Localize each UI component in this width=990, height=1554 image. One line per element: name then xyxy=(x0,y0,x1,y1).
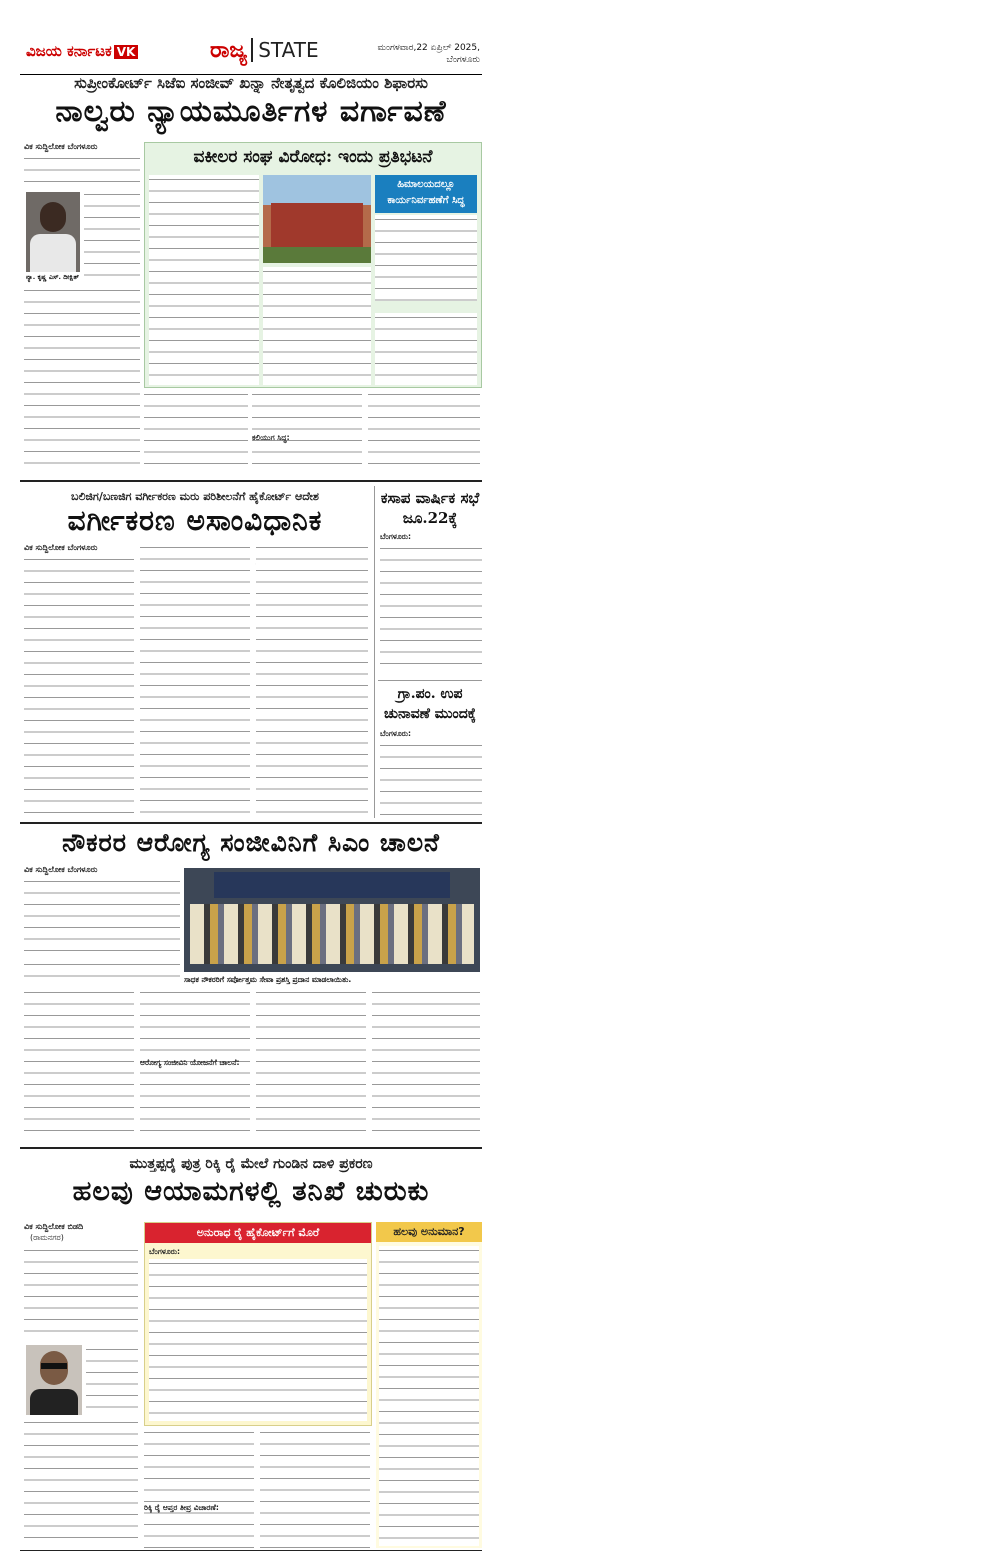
box-title: ಅನುರಾಧ ರೈ ಹೈಕೋರ್ಟ್‌ಗೆ ಮೊರೆ xyxy=(145,1223,371,1243)
brief1-dateline: ಬೆಂಗಳೂರು: xyxy=(380,532,412,541)
section-title-kn: ರಾಜ್ಯ xyxy=(210,38,248,63)
story1-headline: ನಾಲ್ವರು ನ್ಯಾಯಮೂರ್ತಿಗಳ ವರ್ಗಾವಣೆ xyxy=(55,94,447,129)
side-box-title: ಹಿಮಾಲಯದಲ್ಲೂ ಕಾರ್ಯನಿರ್ವಹಣೆಗೆ ಸಿದ್ಧ xyxy=(375,175,477,213)
story3-text-col1 xyxy=(24,988,134,1140)
story3-intro-b xyxy=(24,960,180,984)
inset-text-col1 xyxy=(149,175,259,385)
side-box-text xyxy=(379,1246,479,1546)
brief2-dateline: ಬೆಂಗಳೂರು: xyxy=(380,729,412,738)
inset-title: ವಕೀಲರ ಸಂಘ ವಿರೋಧ: ಇಂದು ಪ್ರತಿಭಟನೆ xyxy=(193,147,433,167)
story4-headline: ಹಲವು ಆಯಾಮಗಳಲ್ಲಿ ತನಿಖೆ ಚುರುಕು xyxy=(72,1176,430,1207)
story1-text-col2 xyxy=(144,390,248,474)
judge-photo xyxy=(26,192,80,272)
story4-text-col1c xyxy=(24,1418,138,1548)
story4-byline-sub: (ರಾಮನಗರ) xyxy=(30,1233,64,1242)
story1-text-col1c xyxy=(24,286,140,474)
brief2-title: ಗ್ರಾ.ಪಂ. ಉಪ ಚುನಾವಣೆ ಮುಂದಕ್ಕೆ xyxy=(384,686,476,722)
logo-badge: VK xyxy=(114,45,139,59)
photo-stage-banner-shape xyxy=(214,872,450,898)
story1-text-col1b xyxy=(84,190,140,282)
story4-text-col3 xyxy=(260,1428,370,1548)
judge-photo-caption: ನ್ಯಾ. ಕೃಷ್ಣ ಎಸ್. ದೀಕ್ಷಿತ್ xyxy=(26,273,79,281)
section-title xyxy=(210,38,319,63)
photo-lawn-shape xyxy=(263,247,371,263)
newspaper-page xyxy=(20,0,482,1554)
story4-kicker: ಮುತ್ತಪ್ಪರೈ ಪುತ್ರ ರಿಕ್ಕಿ ರೈ ಮೇಲೆ ಗುಂಡಿನ ದಾಳಿ ಪ್ರಕರಣ xyxy=(129,1156,373,1172)
box-dateline: ಬೆಂಗಳೂರು: xyxy=(149,1247,181,1256)
masthead xyxy=(20,38,482,75)
side-box-text xyxy=(375,215,477,301)
dateline xyxy=(377,42,480,66)
story2-byline: ವಿಕ ಸುದ್ದಿಲೋಕ ಬೆಂಗಳೂರು xyxy=(24,543,98,552)
photo-building-shape xyxy=(271,203,363,247)
story2-text-col2 xyxy=(140,543,250,817)
issue-date: ಮಂಗಳವಾರ,22 ಏಪ್ರಿಲ್ 2025, xyxy=(377,43,480,53)
page-bottom-rule xyxy=(20,1550,482,1551)
story2-kicker: ಬಲಿಜಿಗ/ಬಣಜಿಗ ವರ್ಗೀಕರಣ ಮರು ಪರಿಶೀಲನೆಗೆ ಹೈಕೋರ್ಟ್ ಆದೇಶ xyxy=(71,490,319,503)
story3-text-col4 xyxy=(372,988,480,1140)
story4-text-col1a xyxy=(24,1246,138,1342)
issue-city: ಬೆಂಗಳೂರು xyxy=(446,55,480,65)
story1-kicker: ಸುಪ್ರೀಂಕೋರ್ಟ್ ಸಿಜೆಐ ಸಂಜೀವ್ ಖನ್ನಾ ನೇತೃತ್ವದ ಕೊಲಿಜಿಯಂ ಶಿಫಾರಸು xyxy=(74,74,428,92)
story3-sub-bold: ಆರೋಗ್ಯ ಸಂಜೀವಿನಿ ಯೋಜನೆಗೆ ಚಾಲನೆ: xyxy=(140,1058,240,1067)
photo-shirt-shape xyxy=(30,1389,78,1415)
inset-text-col2 xyxy=(263,267,371,385)
ricky-rai-photo xyxy=(26,1345,82,1415)
story1-text-col4 xyxy=(368,390,480,474)
brief1-text xyxy=(380,544,482,674)
story4-sub-bold: ರಿಕ್ಕಿ ರೈ ಆಪ್ತರ ತೀವ್ರ ವಿಚಾರಣೆ: xyxy=(144,1503,219,1512)
story2-text-col3 xyxy=(256,543,368,817)
story4-byline: ವಿಕ ಸುದ್ದಿಲೋಕ ಬಿಡದಿ xyxy=(24,1222,84,1231)
story1-text-col1a xyxy=(24,154,140,190)
section-title-en: STATE xyxy=(251,38,318,62)
story1-sub-bold: ಕಲಿಯುಗ ಸಿದ್ಧ: xyxy=(252,433,290,442)
logo-text: ವಿಜಯ ಕರ್ನಾಟಕ xyxy=(26,42,112,60)
brief-divider xyxy=(374,486,375,818)
divider-3 xyxy=(20,1147,482,1149)
story4-text-col1b xyxy=(86,1345,138,1415)
newspaper-logo xyxy=(26,42,138,60)
story1-byline: ವಿಕ ಸುದ್ದಿಲೋಕ ಬೆಂಗಳೂರು xyxy=(24,142,98,151)
brief2-text xyxy=(380,741,482,817)
side-box-title: ಹಲವು ಅನುಮಾನ? xyxy=(376,1222,482,1242)
story4-side-box xyxy=(376,1222,482,1548)
divider-1 xyxy=(20,480,482,482)
photo-sunglasses-shape xyxy=(41,1363,67,1369)
award-photo-caption: ಸಾಧಕ ನೌಕರರಿಗೆ ಸರ್ವೋತ್ತಮ ಸೇವಾ ಪ್ರಶಸ್ತಿ ಪ್ರದಾನ ಮಾಡಲಾಯಿತು. xyxy=(184,975,352,984)
story4-text-col2 xyxy=(144,1428,254,1548)
inset-text-col3 xyxy=(375,313,477,385)
brief-rule xyxy=(378,680,482,681)
story1-text-col3 xyxy=(252,390,362,474)
story3-byline: ವಿಕ ಸುದ್ದಿಲೋಕ ಬೆಂಗಳೂರು xyxy=(24,865,98,874)
brief1-title: ಕಸಾಪ ವಾರ್ಷಿಕ ಸಭೆ ಜೂ.22ಕ್ಕೆ xyxy=(380,489,480,527)
photo-sky-shape xyxy=(263,175,371,205)
photo-people-shape xyxy=(190,904,474,964)
photo-head-shape xyxy=(40,202,66,232)
story4-highcourt-box xyxy=(144,1222,372,1426)
story3-intro-a xyxy=(24,877,180,957)
photo-body-shape xyxy=(30,234,76,272)
story2-text-col1 xyxy=(24,555,134,817)
story2-headline: ವರ್ಗೀಕರಣ ಅಸಾಂವಿಧಾನಿಕ xyxy=(67,504,323,537)
story1-inset-box xyxy=(144,142,482,388)
high-court-photo xyxy=(263,175,371,263)
box-text xyxy=(149,1259,367,1421)
award-ceremony-photo xyxy=(184,868,480,972)
divider-2 xyxy=(20,822,482,824)
story3-text-col3 xyxy=(256,988,366,1140)
story3-headline: ನೌಕರರ ಆರೋಗ್ಯ ಸಂಜೀವಿನಿಗೆ ಸಿಎಂ ಚಾಲನೆ xyxy=(62,828,440,857)
